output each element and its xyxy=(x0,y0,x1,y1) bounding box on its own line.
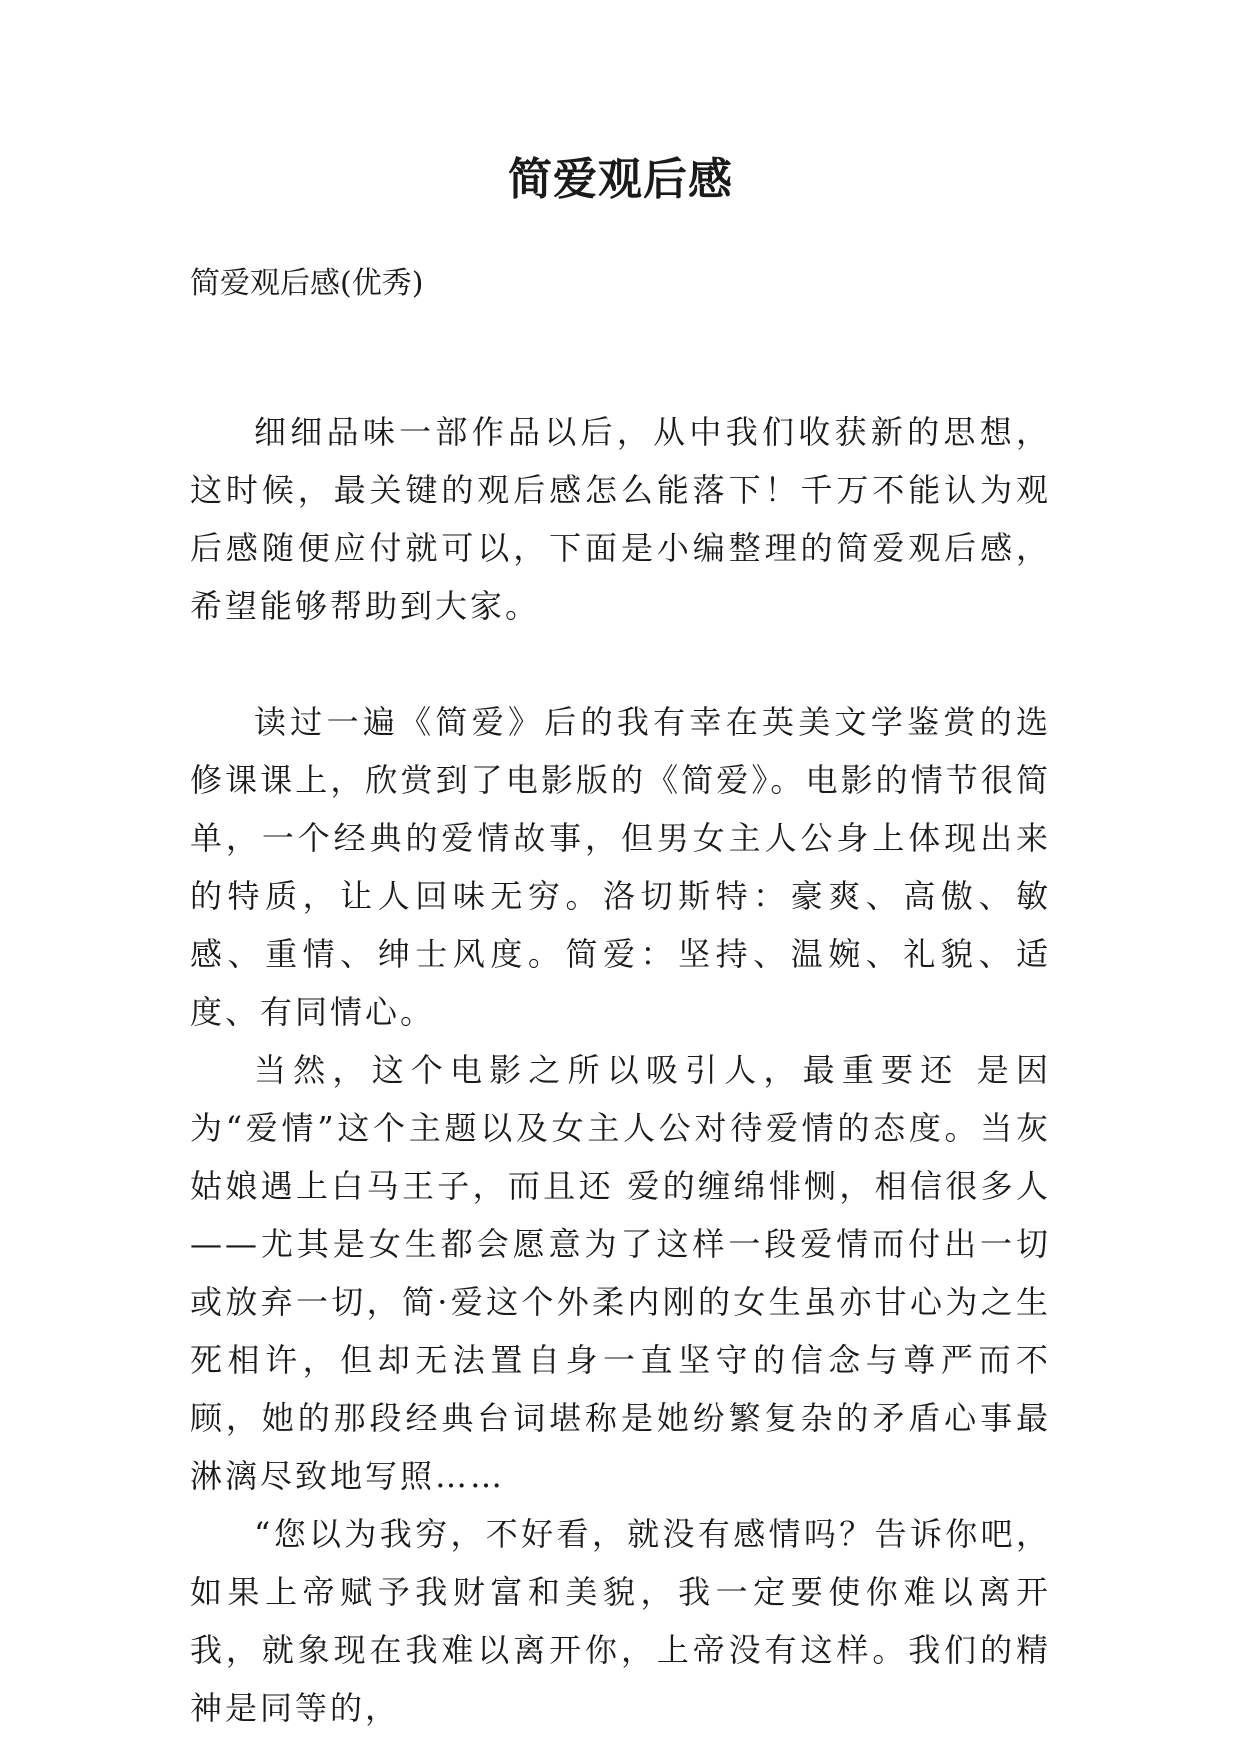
document-subtitle: 简爱观后感(优秀) xyxy=(190,266,424,301)
document-title: 简爱观后感 xyxy=(508,154,733,205)
paragraph: “您以为我穷，不好看，就没有感情吗？告诉你吧，如果上帝赋予我财富和美貌，我一定要使你难以离开我，就象现在我难以离开你，上帝没有这样。我们的精神是同等的， xyxy=(190,1515,1051,1727)
paragraph: 细细品味一部作品以后，从中我们收获新的思想，这时候，最关键的观后感怎么能落下！千万不能认为观后感随便应付就可以，下面是小编整理的简爱观后感，希望能够帮助到大家。 xyxy=(190,413,1051,625)
paragraph: 读过一遍《简爱》后的我有幸在英美文学鉴赏的选修课课上，欣赏到了电影版的《简爱》。电影的情节很简单，一个经典的爱情故事，但男女主人公身上体现出来的特质，让人回味无穷。洛切斯特：豪爽、高傲、敏感、重情、绅士风度。简爱：坚持、温婉、礼貌、适度、有同情心。 xyxy=(190,703,1051,1031)
intro-section xyxy=(190,403,1051,635)
paragraph: 当然，这个电影之所以吸引人，最重要还 是因为“爱情”这个主题以及女主人公对待爱情的态度。当灰姑娘遇上白马王子，而且还 爱的缠绵悱恻，相信很多人——尤其是女生都会愿意为了这样一段爱情而付出一切或放弃一切，简·爱这个外柔内刚的女生虽亦甘心为之生死相许，但却无法置自身一直坚守的信念与尊严而不顾，她的那段经典台词堪称是她纷繁复杂的矛盾心事最淋漓尽致地写照…… xyxy=(190,1051,1051,1495)
main-section xyxy=(190,693,1051,1737)
